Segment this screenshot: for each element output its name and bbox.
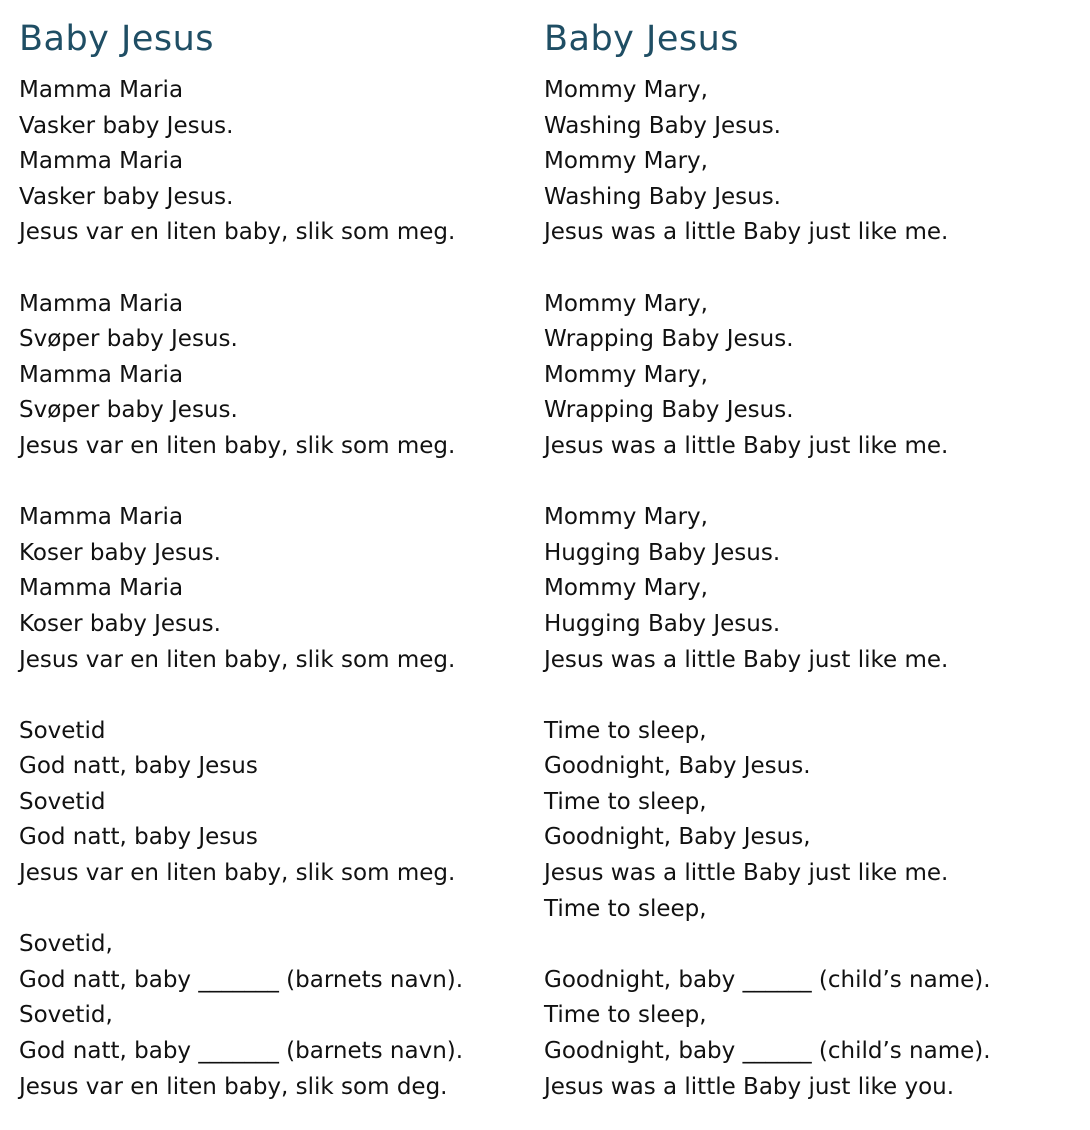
lyric-line: Wrapping Baby Jesus. (544, 397, 794, 424)
lyric-line: God natt, baby _______ (barnets navn). (19, 1038, 464, 1065)
lyric-line: Svøper baby Jesus. (19, 326, 238, 353)
lyric-line: Goodnight, Baby Jesus, (544, 824, 811, 851)
lyric-line: Jesus var en liten baby, slik som meg. (19, 860, 456, 887)
blank-line (544, 927, 1074, 963)
lyric-line: God natt, baby Jesus (19, 753, 258, 780)
english-lyrics-column (544, 14, 1074, 1105)
blank-line (19, 678, 529, 714)
lyric-line: Jesus was a little Baby just like you. (544, 1073, 955, 1100)
lyric-line: Jesus var en liten baby, slik som deg. (19, 1073, 448, 1100)
lyric-line: Sovetid (19, 788, 106, 815)
lyric-line: Washing Baby Jesus. (544, 183, 781, 210)
lyric-line: Sovetid, (19, 931, 113, 958)
lyric-line: Time to sleep, (544, 895, 707, 922)
english-lyrics (544, 73, 1074, 1105)
lyric-line: Jesus var en liten baby, slik som meg. (19, 432, 456, 459)
blank-line (19, 251, 529, 287)
blank-line (19, 892, 529, 928)
lyric-line: Mommy Mary, (544, 77, 708, 103)
lyric-line: Mamma Maria (19, 148, 184, 175)
lyric-line: Wrapping Baby Jesus. (544, 326, 794, 353)
lyric-line: Hugging Baby Jesus. (544, 610, 781, 637)
lyric-line: Jesus was a little Baby just like me. (544, 219, 949, 246)
lyric-line: Mamma Maria (19, 504, 184, 531)
lyric-line: Mommy Mary, (544, 361, 708, 388)
blank-line (544, 251, 1074, 287)
lyric-line: Mamma Maria (19, 290, 184, 317)
lyric-line: Mamma Maria (19, 575, 184, 602)
norwegian-lyrics (19, 73, 529, 1105)
lyric-line: Jesus var en liten baby, slik som meg. (19, 219, 456, 246)
lyric-line: God natt, baby _______ (barnets navn). (19, 966, 464, 993)
lyric-line: Mamma Maria (19, 77, 184, 103)
lyric-line: Mommy Mary, (544, 575, 708, 602)
lyric-line: Sovetid, (19, 1002, 113, 1029)
lyric-line: Goodnight, baby ______ (child’s name). (544, 1038, 991, 1065)
lyric-line: Mommy Mary, (544, 290, 708, 317)
blank-line (19, 465, 529, 501)
lyric-line: Goodnight, baby ______ (child’s name). (544, 966, 991, 993)
lyric-line: Goodnight, Baby Jesus. (544, 753, 811, 780)
lyric-line: Vasker baby Jesus. (19, 183, 234, 210)
lyric-line: Time to sleep, (544, 717, 707, 744)
lyric-line: Koser baby Jesus. (19, 539, 221, 566)
norwegian-lyrics-column (19, 14, 529, 1105)
lyric-line: Time to sleep, (544, 1002, 707, 1029)
lyric-line: Svøper baby Jesus. (19, 397, 238, 424)
lyric-line: Mommy Mary, (544, 148, 708, 175)
lyric-line: Mamma Maria (19, 361, 184, 388)
lyric-line: Vasker baby Jesus. (19, 112, 234, 139)
norwegian-title: Baby Jesus (19, 19, 215, 59)
blank-line (544, 678, 1074, 714)
lyric-line: Washing Baby Jesus. (544, 112, 781, 139)
lyric-line: Mommy Mary, (544, 504, 708, 531)
lyric-line: Jesus was a little Baby just like me. (544, 432, 949, 459)
lyric-line: Jesus was a little Baby just like me. (544, 646, 949, 673)
english-title: Baby Jesus (544, 19, 740, 59)
lyric-line: Hugging Baby Jesus. (544, 539, 781, 566)
blank-line (544, 465, 1074, 501)
lyric-line: God natt, baby Jesus (19, 824, 258, 851)
lyric-line: Jesus var en liten baby, slik som meg. (19, 646, 456, 673)
lyric-line: Sovetid (19, 717, 106, 744)
lyric-line: Time to sleep, (544, 788, 707, 815)
lyric-line: Koser baby Jesus. (19, 610, 221, 637)
lyric-line: Jesus was a little Baby just like me. (544, 860, 949, 887)
